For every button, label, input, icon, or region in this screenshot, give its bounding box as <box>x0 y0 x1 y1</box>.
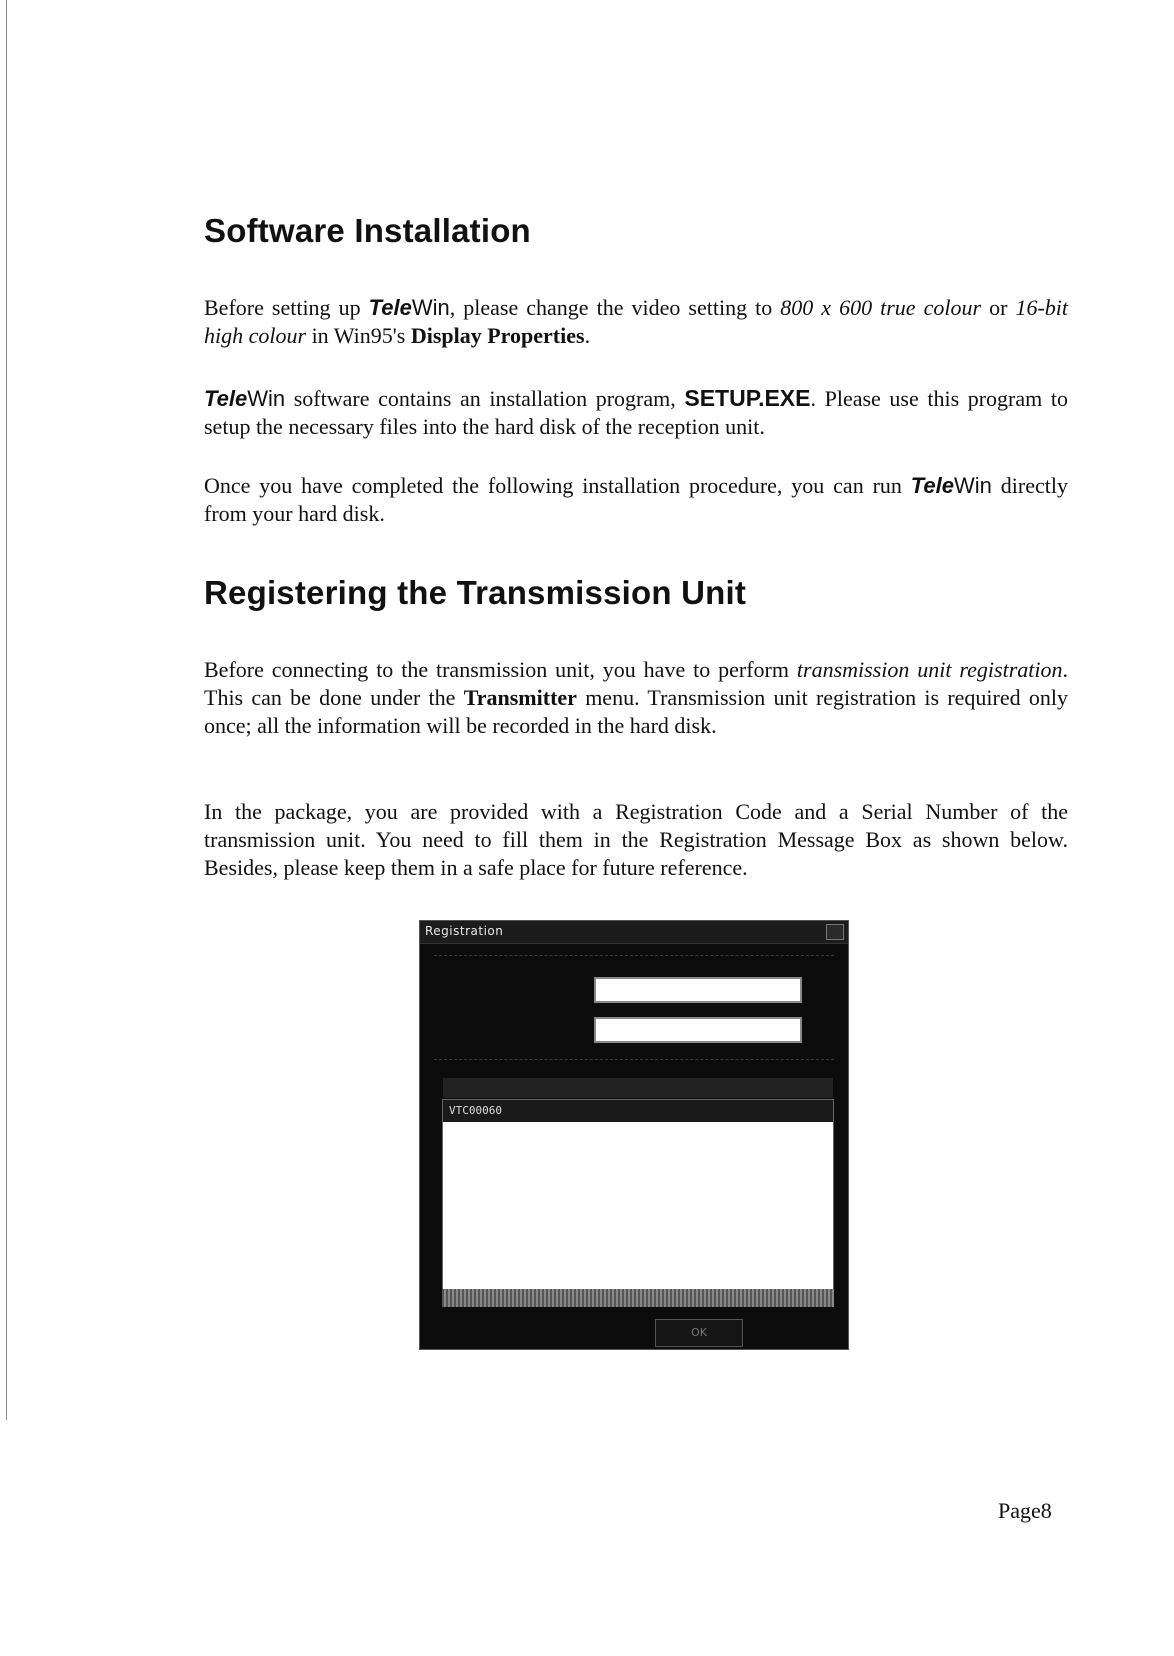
dialog-separator <box>434 1059 834 1060</box>
paragraph-setup-program: TeleWin software contains an installation program, SETUP.EXE. Please use this program to setup the necessary files into the hard disk of the reception unit. <box>204 385 1068 439</box>
section-title-software-installation: Software Installation <box>204 212 531 249</box>
registered-units-list[interactable] <box>442 1099 834 1307</box>
page-margin-line <box>6 0 7 1420</box>
dialog-title-bar <box>420 921 848 944</box>
list-item[interactable]: VTC00060 <box>443 1100 833 1122</box>
paragraph-registration-intro: Before connecting to the transmission unit, you have to perform transmission unit registration. This can be done under the Transmitter menu. Transmission unit registration is required only once; all the information will be recorded in the hard disk. <box>204 657 1069 738</box>
telewin-brand: TeleWin <box>368 295 450 320</box>
page-number: Page8 <box>998 1498 1052 1523</box>
paragraph-video-setting: Before setting up TeleWin, please change the video setting to 800 x 600 true colour or 16-bit high colour in Win95's Display Properties. <box>204 295 1068 348</box>
close-icon[interactable] <box>826 924 844 940</box>
dialog-title: Registration <box>425 924 504 938</box>
section-title-registering-transmission-unit: Registering the Transmission Unit <box>204 574 747 611</box>
dialog-separator <box>434 955 834 956</box>
list-scrollbar[interactable] <box>442 1289 834 1307</box>
serial-number-field[interactable] <box>594 1017 802 1043</box>
paragraph-run-from-disk: Once you have completed the following installation procedure, you can run TeleWin directly from your hard disk. <box>204 473 1068 526</box>
ok-button[interactable]: OK <box>655 1319 743 1347</box>
paragraph-registration-code: In the package, you are provided with a Registration Code and a Serial Number of the transmission unit. You need to fill them in the Registration Message Box as shown below. Besides, please keep them in a safe place for future reference. <box>204 799 1068 880</box>
registration-dialog-screenshot <box>419 920 849 1350</box>
list-header <box>443 1078 833 1098</box>
telewin-brand: TeleWin <box>910 473 992 498</box>
telewin-brand: TeleWin <box>204 386 286 411</box>
registration-code-field[interactable] <box>594 977 802 1003</box>
